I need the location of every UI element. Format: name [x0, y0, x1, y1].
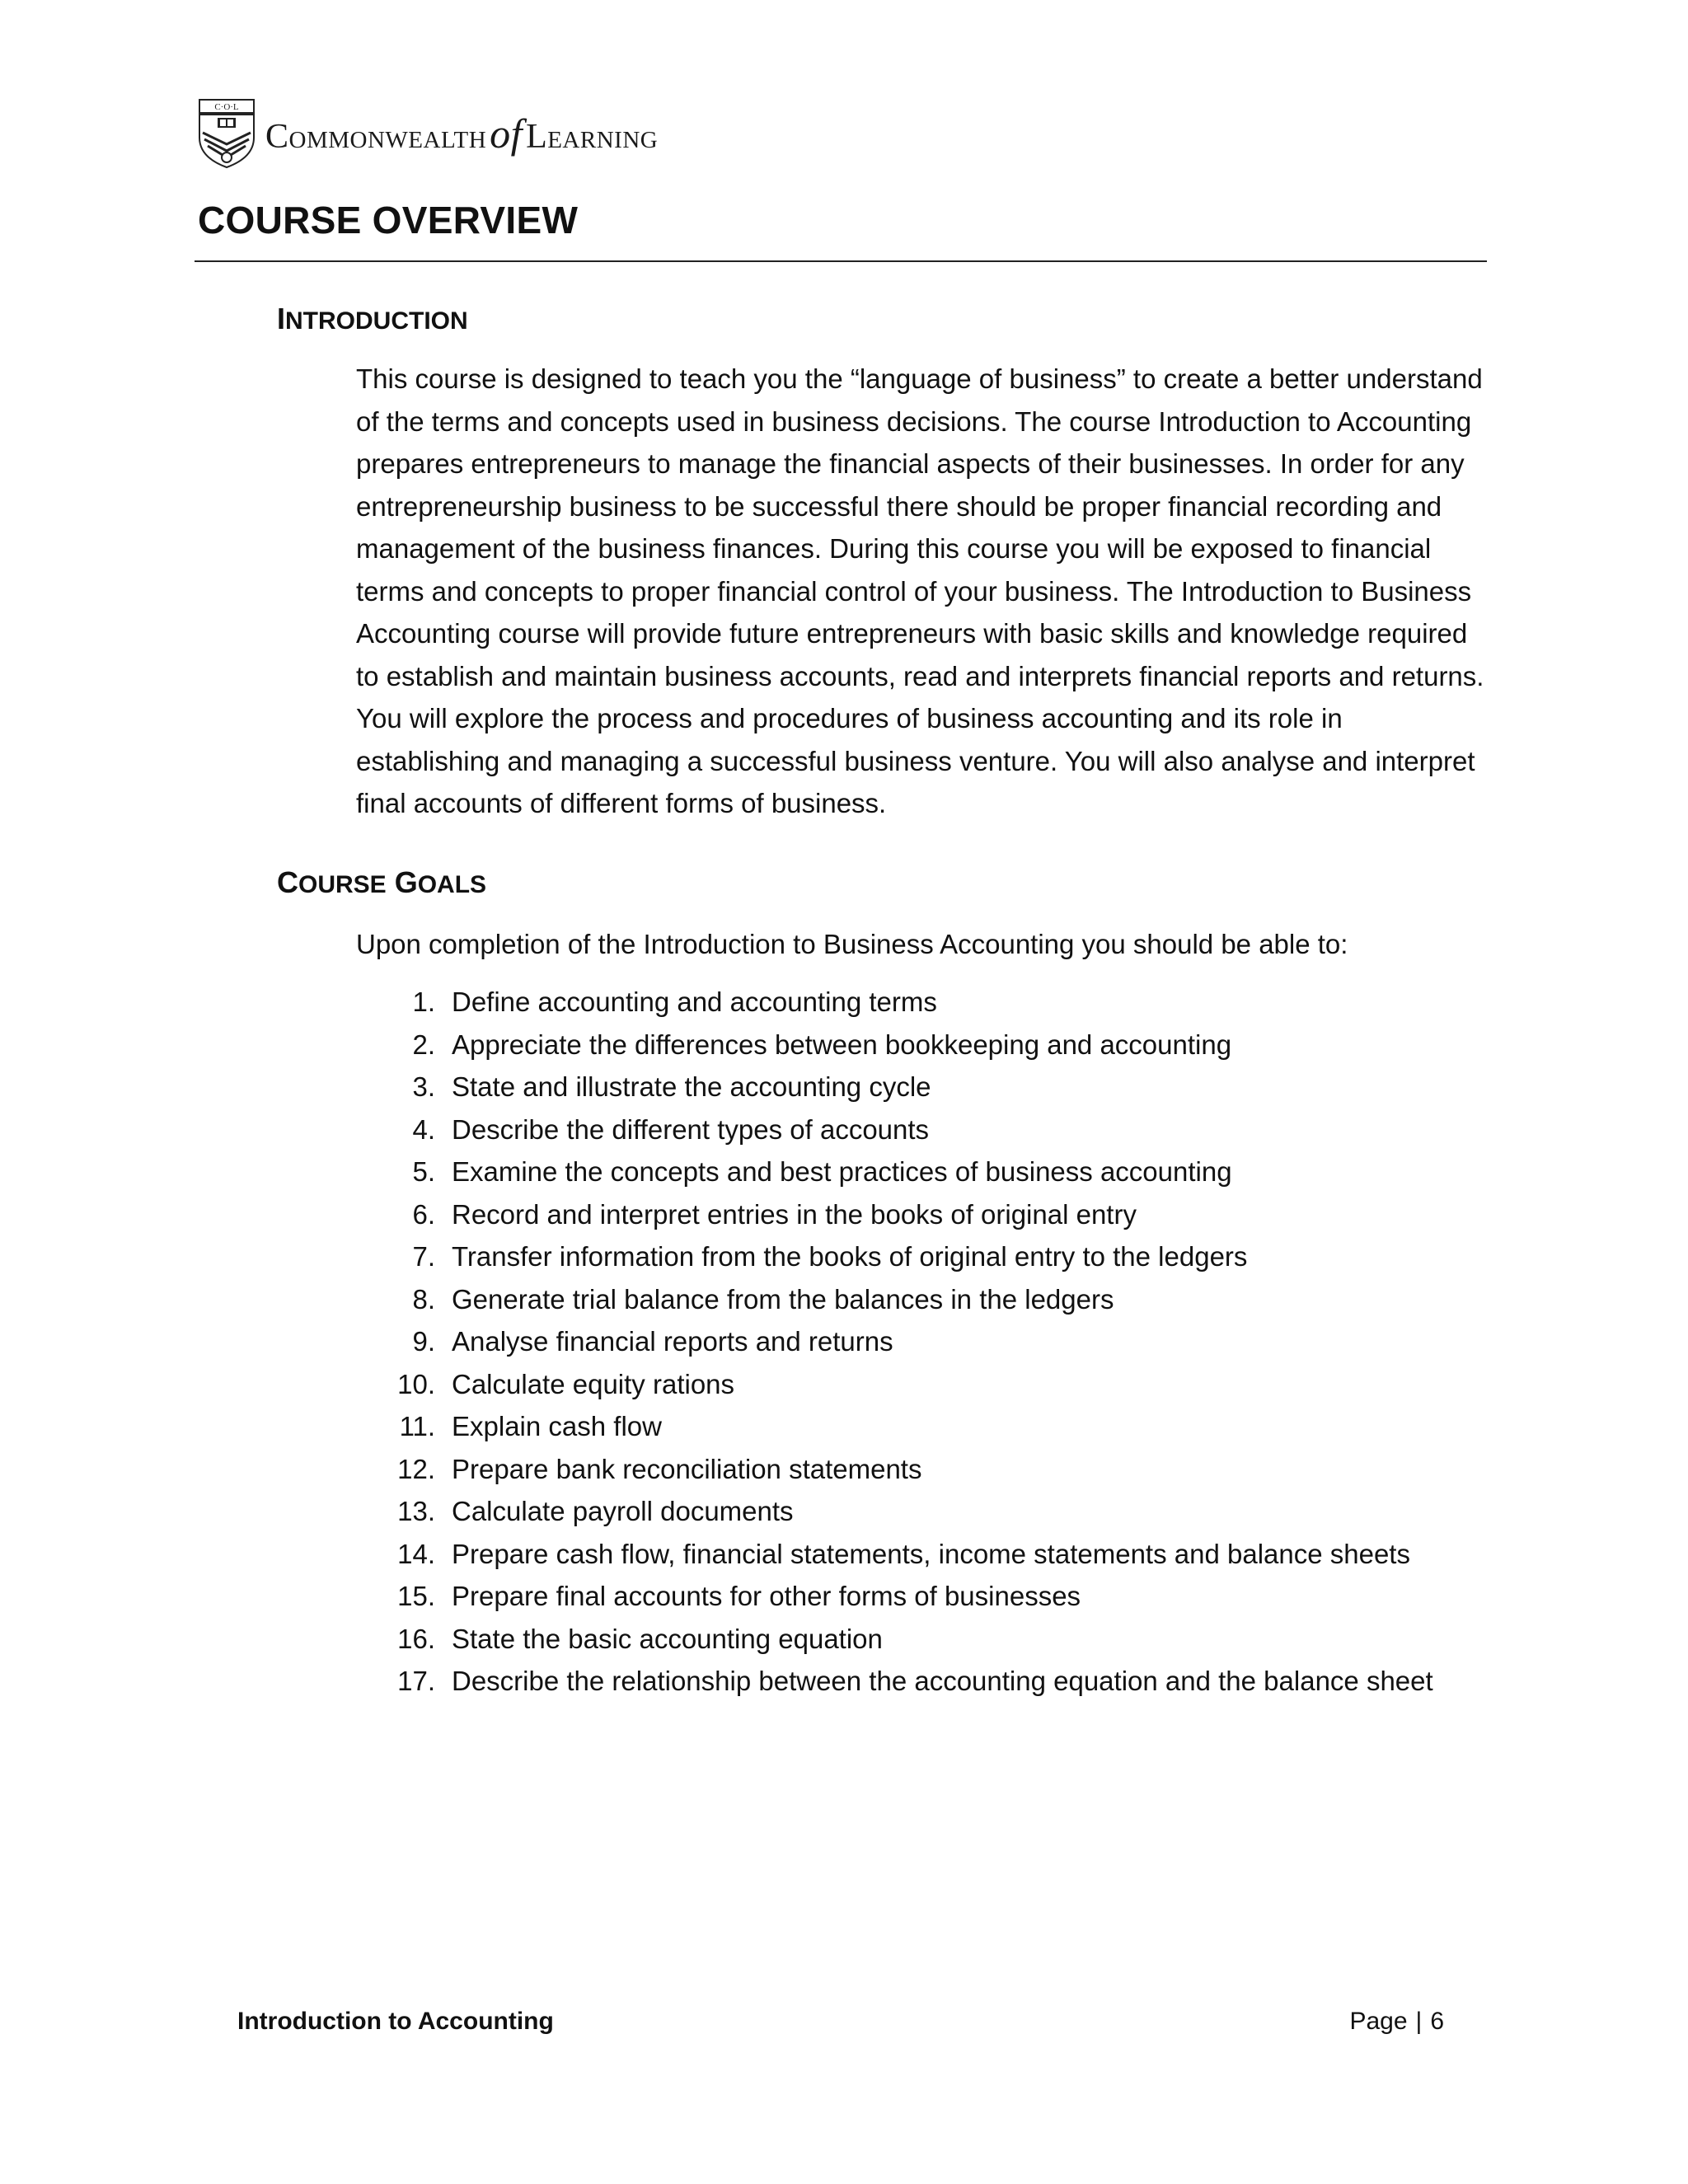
- seal-letters: C·O·L: [214, 102, 239, 112]
- list-item-text: Prepare bank reconciliation statements: [452, 1453, 922, 1484]
- list-item: [356, 1533, 1433, 1576]
- list-item-number: 1.: [412, 987, 435, 1017]
- list-item: [356, 1660, 1433, 1703]
- list-item-text: Record and interpret entries in the books of original entry: [452, 1198, 1137, 1230]
- list-item-number: 17.: [397, 1666, 435, 1696]
- list-item-text: Calculate payroll documents: [452, 1496, 794, 1526]
- list-item-number: 14.: [397, 1538, 435, 1569]
- list-item: [356, 1618, 1433, 1661]
- list-item: [356, 1235, 1433, 1278]
- list-item: [356, 1278, 1433, 1321]
- list-item-text: Describe the relationship between the accounting equation and the balance sheet: [452, 1666, 1433, 1696]
- list-item: [356, 1066, 1433, 1108]
- list-item-text: Calculate equity rations: [452, 1368, 735, 1399]
- list-item-text: State the basic accounting equation: [452, 1623, 883, 1654]
- col-logo: [198, 97, 658, 170]
- list-item-text: State and illustrate the accounting cycle: [452, 1071, 931, 1102]
- list-item: [356, 1490, 1433, 1533]
- list-item-number: 16.: [397, 1623, 435, 1654]
- col-wordmark: [265, 110, 658, 157]
- introduction-paragraph: This course is designed to teach you the “language of business” to create a better understand of the terms and concepts used in business decisions. The course Introduction to Accounting prepares entrepreneurs to manage the financial aspects of their businesses. In order for any entrepreneurship business to be successful there should be proper financial recording and management of the business finances. During this course you will be exposed to financial terms and concepts to proper financial control of your business. The Introduction to Business Accounting course will provide future entrepreneurs with basic skills and knowledge required to establish and maintain business accounts, read and interprets financial reports and returns. You will explore the process and procedures of business accounting and its role in establishing and managing a successful business venture. You will also analyse and interpret final accounts of different forms of business.: [356, 363, 1484, 818]
- list-item-number: 2.: [412, 1029, 435, 1060]
- list-item-number: 4.: [412, 1113, 435, 1145]
- list-item-number: 15.: [397, 1581, 435, 1611]
- list-item-text: Examine the concepts and best practices of business accounting: [452, 1156, 1232, 1187]
- page-title: COURSE OVERVIEW: [198, 199, 579, 241]
- title-divider: [195, 260, 1487, 262]
- course-goals-list: [356, 981, 1433, 1703]
- list-item-text: Appreciate the differences between bookkeeping and accounting: [452, 1029, 1232, 1060]
- list-item: [356, 1108, 1433, 1151]
- list-item-number: 6.: [412, 1198, 435, 1230]
- wordmark-part2: Learning: [526, 118, 659, 156]
- course-goals-heading: COURSE GOALS: [277, 865, 487, 899]
- list-item-number: 7.: [412, 1241, 435, 1272]
- list-item-text: Prepare cash flow, financial statements, income statements and balance sheets: [452, 1538, 1410, 1569]
- list-item-number: 3.: [412, 1071, 435, 1102]
- footer-page-number: [1349, 2008, 1444, 2036]
- list-item: [356, 1575, 1433, 1618]
- list-item: [356, 1320, 1433, 1363]
- course-goals-lead: Upon completion of the Introduction to Business Accounting you should be able to:: [356, 929, 1348, 959]
- wordmark-of: of: [490, 110, 523, 157]
- list-item-number: 10.: [397, 1368, 435, 1399]
- list-item: [356, 1405, 1433, 1448]
- page-separator: |: [1415, 2008, 1423, 2035]
- list-item: [356, 1151, 1433, 1193]
- footer-course-title: Introduction to Accounting: [237, 2008, 554, 2035]
- list-item-text: Define accounting and accounting terms: [452, 987, 937, 1017]
- list-item-number: 5.: [412, 1156, 435, 1187]
- col-seal-icon: [198, 98, 256, 169]
- list-item: [356, 981, 1433, 1024]
- list-item: [356, 1193, 1433, 1236]
- introduction-heading: INTRODUCTION: [277, 302, 468, 335]
- list-item: [356, 1024, 1433, 1066]
- list-item-number: 12.: [397, 1453, 435, 1484]
- page-label: Page: [1349, 2008, 1408, 2035]
- list-item-text: Prepare final accounts for other forms of businesses: [452, 1581, 1081, 1611]
- list-item-number: 11.: [399, 1411, 435, 1441]
- list-item-text: Analyse financial reports and returns: [452, 1326, 893, 1357]
- list-item-text: Generate trial balance from the balances in the ledgers: [452, 1283, 1114, 1315]
- list-item: [356, 1363, 1433, 1406]
- list-item-text: Transfer information from the books of original entry to the ledgers: [452, 1241, 1248, 1272]
- list-item-number: 9.: [412, 1326, 435, 1357]
- list-item: [356, 1448, 1433, 1491]
- list-item-number: 8.: [412, 1283, 435, 1315]
- page-number: 6: [1430, 2008, 1444, 2035]
- wordmark-part1: Commonwealth: [265, 118, 487, 156]
- list-item-text: Describe the different types of accounts: [452, 1113, 930, 1145]
- list-item-number: 13.: [397, 1496, 435, 1526]
- list-item-text: Explain cash flow: [452, 1411, 662, 1441]
